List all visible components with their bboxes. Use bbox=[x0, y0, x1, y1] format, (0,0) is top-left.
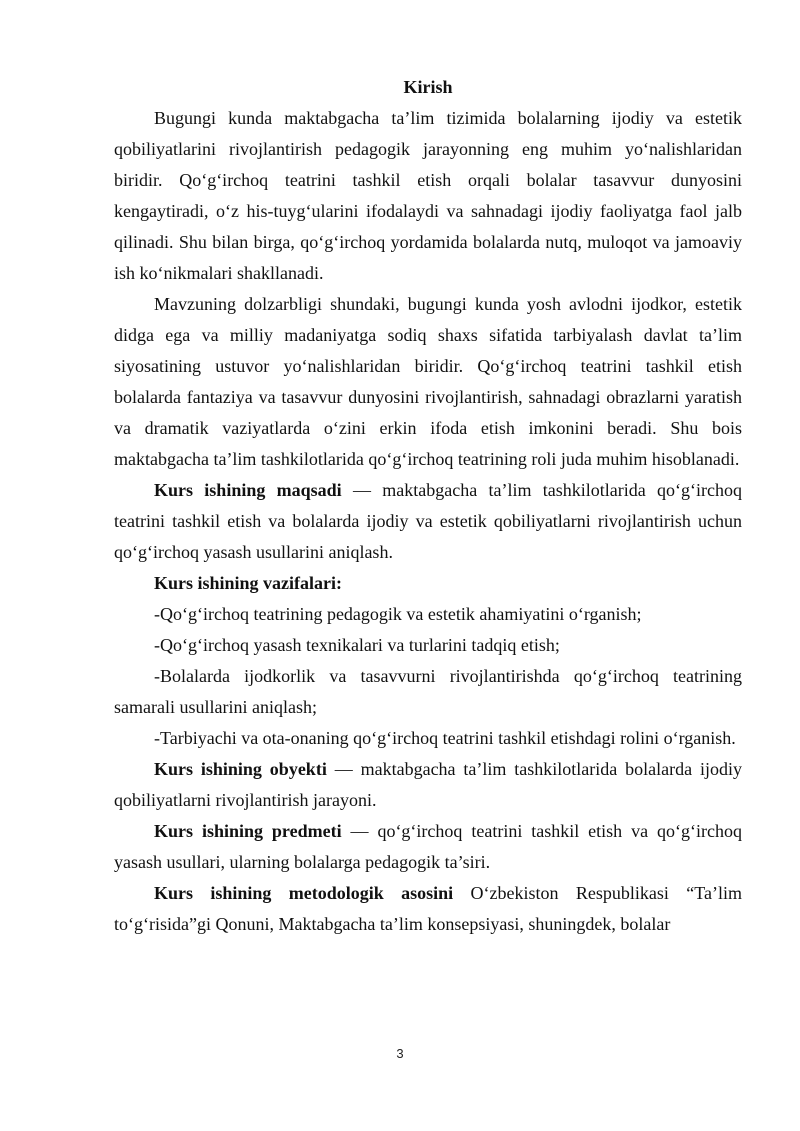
section-title: Kirish bbox=[403, 77, 453, 97]
paragraph-text: Mavzuning dolzarbligi shundaki, bugungi kunda yosh avlodni ijodkor, estetik didga ega va milliy madaniyatga sodiq shaxs sifatida tarbiyalash davlat ta’lim siyosatining ustuvor yo‘nalishlaridan biridir. Qo‘g‘irchoq teatrini tashkil etish bolalarda fantaziya va tasavvur dunyosini rivojlantirish, sahnadagi obrazlarni yaratish va dramatik vaziyatlarda o‘zini erkin ifoda etish imkonini beradi. Shu bois maktabgacha ta’lim tashkilotlarida qo‘g‘irchoq teatrining roli juda muhim hisoblanadi. bbox=[114, 294, 742, 469]
paragraph-text: O‘zbekiston Respublikasi “Ta’lim to‘g‘risida”gi Qonuni, Maktabgacha ta’lim konsepsiyasi, shuningdek, bolalar bbox=[114, 883, 742, 934]
paragraph-heading: Kurs ishining obyekti bbox=[154, 759, 327, 779]
paragraph-text: — qo‘g‘irchoq teatrini tashkil etish va qo‘g‘irchoq yasash usullari, ularning bolalarga pedagogik ta’siri. bbox=[114, 821, 743, 872]
list-item-task-2 bbox=[114, 630, 742, 661]
paragraph-tasks-heading bbox=[114, 568, 742, 599]
paragraph-relevance bbox=[114, 289, 742, 475]
paragraph-heading: Kurs ishining vazifalari: bbox=[154, 573, 343, 593]
paragraph-text: -Bolalarda ijodkorlik va tasavvurni rivojlantirishda qo‘g‘irchoq teatrining samarali usullarini aniqlash; bbox=[114, 666, 742, 717]
paragraph-heading: Kurs ishining predmeti bbox=[154, 821, 342, 841]
paragraph-intro bbox=[114, 103, 742, 289]
paragraph-text: — maktabgacha ta’lim tashkilotlarida qo‘g‘irchoq teatrini tashkil etish va bolalarda ijodiy va estetik qobiliyatlarni rivojlantirish uchun qo‘g‘irchoq yasash usullarini aniqlash. bbox=[114, 480, 742, 562]
paragraph-heading: Kurs ishining maqsadi bbox=[154, 480, 342, 500]
paragraph-subject bbox=[114, 816, 742, 878]
paragraph-goal bbox=[114, 475, 742, 568]
paragraph-methodology bbox=[114, 878, 742, 940]
list-item-task-4 bbox=[114, 723, 742, 754]
paragraph-heading: Kurs ishining metodologik asosini bbox=[154, 883, 454, 903]
paragraph-text: Bugungi kunda maktabgacha ta’lim tizimida bolalarning ijodiy va estetik qobiliyatlarini rivojlantirish pedagogik jarayonning eng muhim yo‘nalishlaridan biridir. Qo‘g‘irchoq teatrini tashkil etish orqali bolalar tasavvur dunyosini kengaytiradi, o‘z his-tuyg‘ularini ifodalaydi va sahnadagi ijodiy faoliyatga faol jalb qilinadi. Shu bilan birga, qo‘g‘irchoq yordamida bolalarda nutq, muloqot va jamoaviy ish ko‘nikmalari shakllanadi. bbox=[114, 108, 742, 283]
paragraph-text: — maktabgacha ta’lim tashkilotlarida bolalarda ijodiy qobiliyatlarni rivojlantirish jarayoni. bbox=[114, 759, 742, 810]
list-item-task-3 bbox=[114, 661, 742, 723]
document-page bbox=[114, 72, 742, 940]
paragraph-text: -Qo‘g‘irchoq teatrining pedagogik va estetik ahamiyatini o‘rganish; bbox=[154, 604, 642, 624]
paragraph-object bbox=[114, 754, 742, 816]
list-item-task-1 bbox=[114, 599, 742, 630]
page-number: 3 bbox=[396, 1046, 404, 1061]
paragraph-text: -Tarbiyachi va ota-onaning qo‘g‘irchoq teatrini tashkil etishdagi rolini o‘rganish. bbox=[154, 728, 736, 748]
paragraph-text: -Qo‘g‘irchoq yasash texnikalari va turlarini tadqiq etish; bbox=[154, 635, 560, 655]
